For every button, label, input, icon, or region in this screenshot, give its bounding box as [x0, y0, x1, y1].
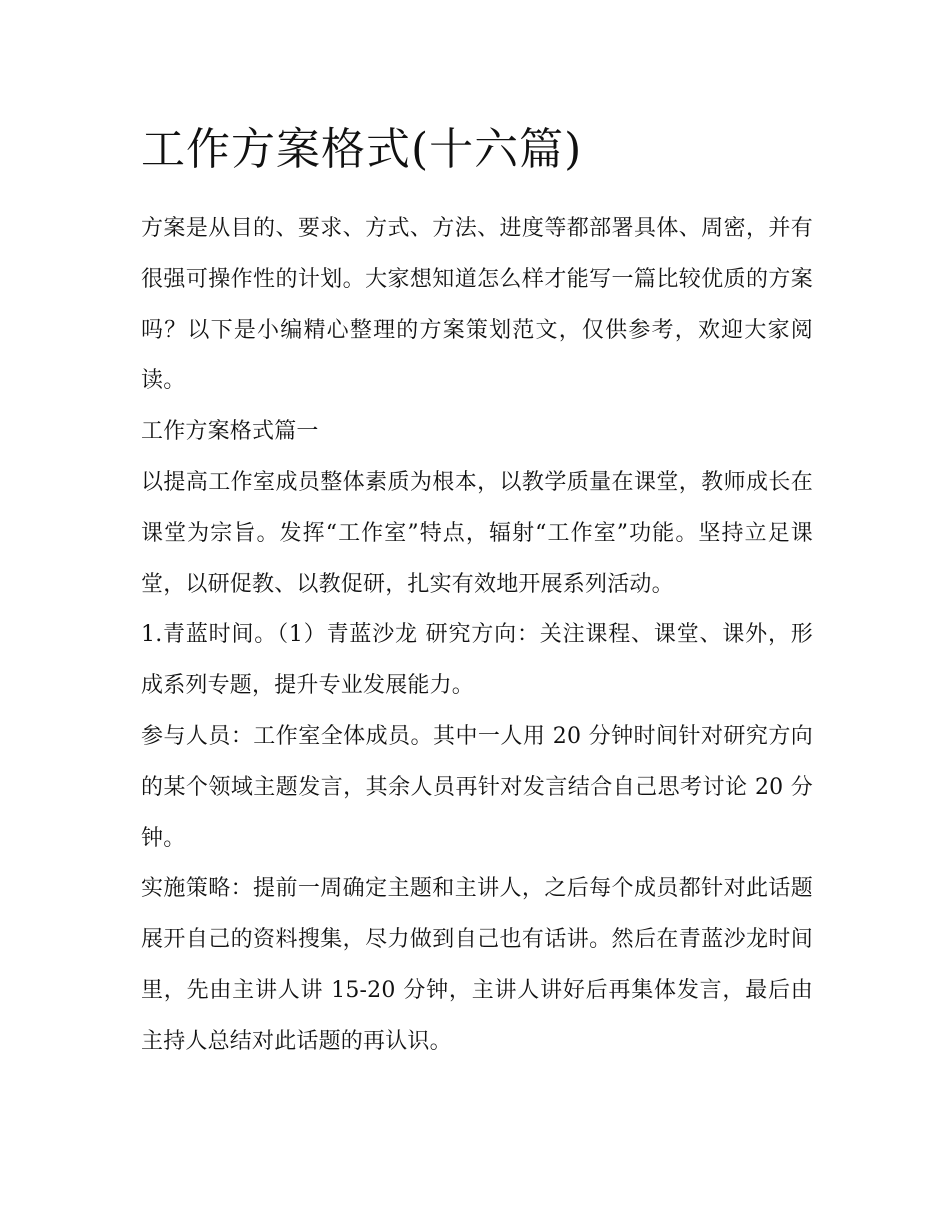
- document-title: 工作方案格式(十六篇): [141, 124, 583, 175]
- body-paragraph: 1.青蓝时间。（1）青蓝沙龙 研究方向：关注课程、课堂、课外，形成系列专题，提升专业发展能力。: [141, 622, 813, 699]
- intro-paragraph: 方案是从目的、要求、方式、方法、进度等都部署具体、周密，并有很强可操作性的计划。大家想知道怎么样才能写一篇比较优质的方案吗？以下是小编精心整理的方案策划范文，仅供参考，欢迎大家阅读。: [141, 216, 813, 394]
- document-body: [141, 118, 813, 1068]
- body-paragraph: 以提高工作室成员整体素质为根本，以教学质量在课堂，教师成长在课堂为宗旨。发挥“工作室”特点，辐射“工作室”功能。坚持立足课堂，以研促教、以教促研，扎实有效地开展系列活动。: [141, 469, 813, 597]
- body-paragraph: 参与人员：工作室全体成员。其中一人用 20 分钟时间针对研究方向的某个领域主题发言，其余人员再针对发言结合自己思考讨论 20 分钟。: [141, 723, 813, 851]
- section-heading: 工作方案格式篇一: [141, 419, 319, 445]
- body-paragraph: 实施策略：提前一周确定主题和主讲人，之后每个成员都针对此话题展开自己的资料搜集，尽力做到自己也有话讲。然后在青蓝沙龙时间里，先由主讲人讲 15-20 分钟，主讲人讲好后再集体发言，最后由主持人总结对此话题的再认识。: [141, 876, 813, 1054]
